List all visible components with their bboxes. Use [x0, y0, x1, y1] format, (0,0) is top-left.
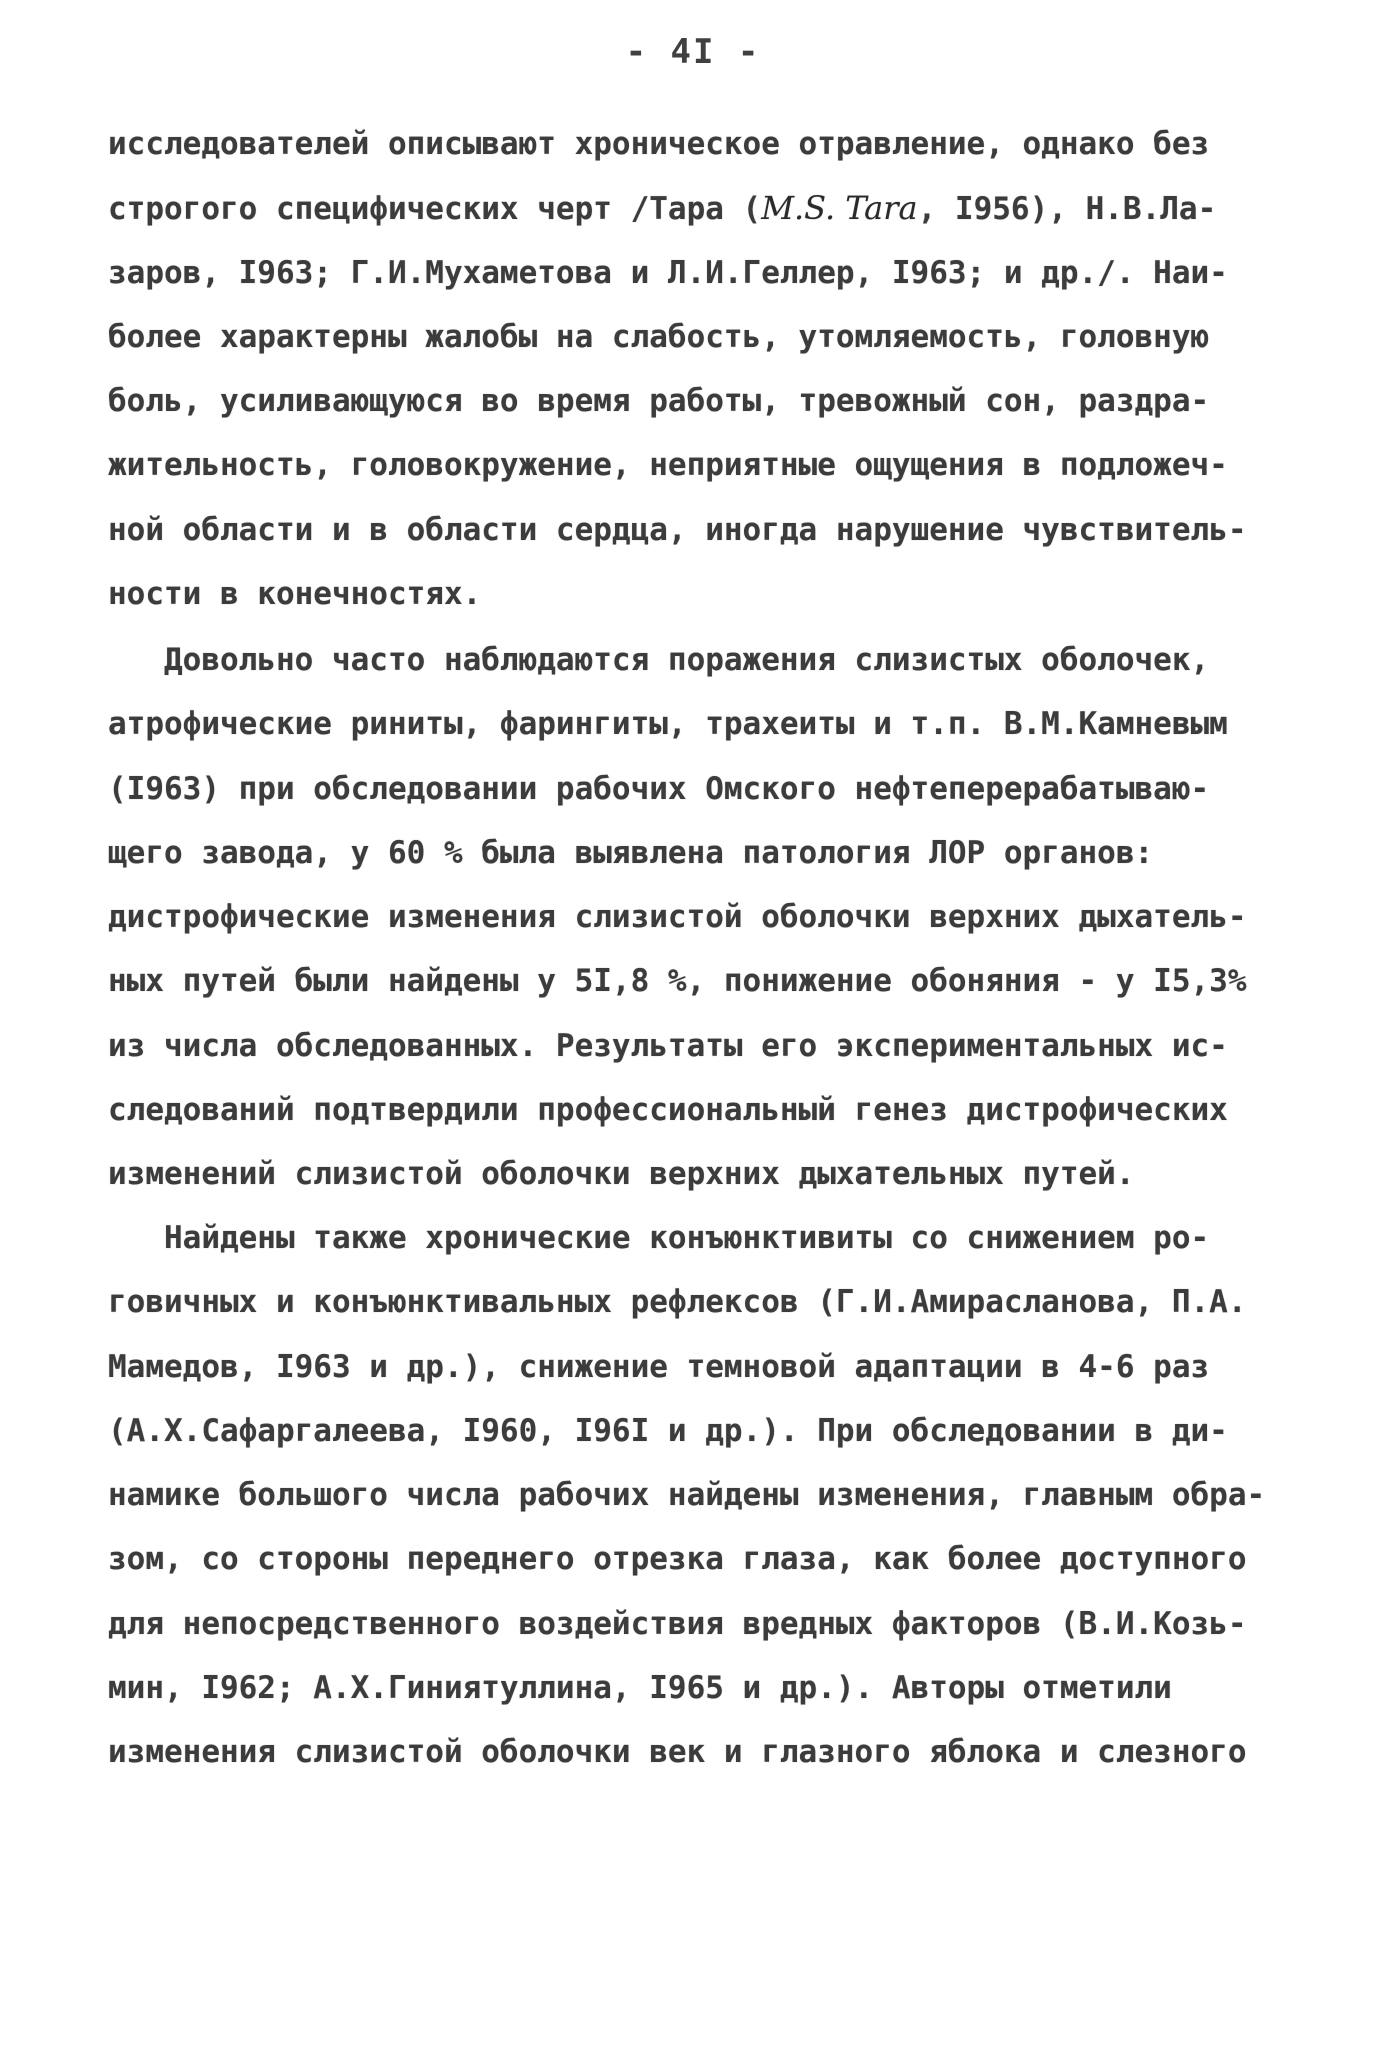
text-line: мин, I962; А.Х.Гиниятуллина, I965 и др.). Авторы отметили — [108, 1670, 1172, 1707]
text-line: щего завода, у 60 % была выявлена патология ЛОР органов: — [108, 834, 1154, 871]
text-line: ной области и в области сердца, иногда нарушение чувствитель- — [108, 511, 1247, 548]
paragraph-2 — [108, 628, 1308, 1207]
text-line: заров, I963; Г.И.Мухаметова и Л.И.Геллер, I963; и др./. Наи- — [108, 254, 1228, 291]
page-number: - 4I - — [625, 32, 761, 72]
text-line: (А.Х.Сафаргалеева, I960, I96I и др.). При обследовании в ди- — [108, 1412, 1228, 1449]
text-line: для непосредственного воздействия вредных факторов (В.И.Козь- — [108, 1605, 1247, 1642]
text-line: намике большого числа рабочих найдены изменения, главным обра- — [108, 1477, 1266, 1514]
text-line: более характерны жалобы на слабость, утомляемость, головную — [108, 318, 1210, 355]
text-line: говичных и конъюнктивальных рефлексов (Г.И.Амирасланова, П.А. — [108, 1284, 1247, 1321]
text-line: атрофические риниты, фарингиты, трахеиты и т.п. В.М.Камневым — [108, 706, 1228, 743]
text-line: следований подтвердили профессиональный генез дистрофических — [108, 1092, 1228, 1129]
text-line: изменения слизистой оболочки век и глазного яблока и слезного — [108, 1734, 1247, 1771]
text-line: боль, усиливающуюся во время работы, тревожный сон, раздра- — [108, 383, 1210, 420]
text-line-end: , I956), Н.В.Ла- — [917, 191, 1217, 228]
text-line: жительность, головокружение, неприятные ощущения в подложеч- — [108, 447, 1228, 484]
text-line: Довольно часто наблюдаются поражения слизистых оболочек, — [108, 642, 1210, 678]
handwritten-name: M.S. Tara — [761, 189, 918, 228]
paragraph-3 — [108, 1206, 1308, 1785]
text-line-start: строгого специфических черт /Тара ( — [108, 191, 762, 228]
text-line: исследователей описывают хроническое отравление, однако без — [108, 126, 1210, 162]
text-line: Мамедов, I963 и др.), снижение темновой адаптации в 4-6 раз — [108, 1348, 1210, 1385]
text-line: (I963) при обследовании рабочих Омского нефтеперерабатываю- — [108, 770, 1210, 807]
text-line: зом, со стороны переднего отрезка глаза, как более доступного — [108, 1541, 1247, 1578]
text-line: ности в конечностях. — [108, 576, 482, 613]
text-line: ных путей были найдены у 5I,8 %, понижение обоняния - у I5,3% — [108, 963, 1247, 1000]
paragraph-1 — [108, 112, 1308, 626]
text-line: дистрофические изменения слизистой оболочки верхних дыхатель- — [108, 899, 1247, 936]
text-line: из числа обследованных. Результаты его экспериментальных ис- — [108, 1027, 1228, 1064]
text-line-with-handwriting — [108, 176, 1308, 240]
text-line: изменений слизистой оболочки верхних дыхательных путей. — [108, 1156, 1135, 1193]
text-line: Найдены также хронические конъюнктивиты со снижением ро- — [108, 1220, 1210, 1256]
